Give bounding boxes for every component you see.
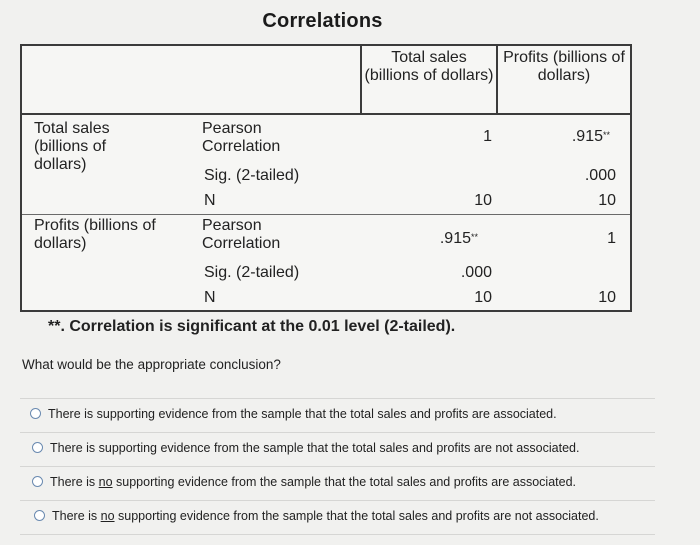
radio-button-2[interactable] [32, 442, 43, 453]
row-label-total-sales: Total sales (billions of dollars) [34, 120, 110, 173]
cell-r2-pearson-c1: .915** [439, 230, 478, 247]
answer-option-4[interactable] [20, 500, 655, 535]
cell-r2-sig-c1: .000 [460, 264, 492, 281]
answer-option-text-2: There is supporting evidence from the sample that the total sales and profits are not associated. [50, 441, 580, 455]
answer-option-text-1: There is supporting evidence from the sample that the total sales and profits are associated. [48, 407, 557, 421]
column-header-total-sales: Total sales (billions of dollars) [364, 49, 494, 84]
cell-r1-sig-c2: .000 [584, 167, 616, 184]
cell-r1-n-c2: 10 [598, 192, 616, 209]
cell-r2-pearson-c2: 1 [607, 230, 616, 247]
header-divider [22, 113, 630, 115]
cell-r2-n-c1: 10 [474, 289, 492, 306]
column-header-profits: Profits (billions of dollars) [503, 49, 625, 84]
answer-option-3[interactable] [20, 466, 655, 500]
table-title: Correlations [262, 10, 383, 32]
row-label-profits: Profits (billions of dollars) [34, 217, 156, 252]
answer-option-2[interactable] [20, 432, 655, 466]
question-text: What would be the appropriate conclusion? [22, 357, 281, 372]
radio-button-3[interactable] [32, 476, 43, 487]
row-label-n-2: N [204, 289, 216, 306]
row-label-pearson-2: Pearson Correlation [202, 217, 281, 252]
row-label-n: N [204, 192, 216, 209]
cell-r1-pearson-c1: 1 [483, 128, 492, 145]
radio-button-4[interactable] [34, 510, 45, 521]
cell-r2-n-c2: 10 [598, 289, 616, 306]
answer-option-text-3: There is no supporting evidence from the sample that the total sales and profits are associated. [50, 475, 577, 489]
row-label-sig-2: Sig. (2-tailed) [204, 264, 300, 281]
correlations-table [20, 44, 632, 312]
radio-button-1[interactable] [30, 408, 41, 419]
answer-option-text-4: There is no supporting evidence from the sample that the total sales and profits are not associated. [52, 509, 599, 523]
row-label-sig: Sig. (2-tailed) [204, 167, 300, 184]
answer-options [20, 398, 655, 535]
row-divider [22, 214, 630, 215]
cell-r1-pearson-c2: .915** [571, 128, 610, 145]
answer-option-1[interactable] [20, 398, 655, 432]
row-label-pearson: Pearson Correlation [202, 120, 281, 155]
significance-footnote: **. Correlation is significant at the 0.01 level (2-tailed). [48, 318, 456, 335]
cell-r1-n-c1: 10 [474, 192, 492, 209]
